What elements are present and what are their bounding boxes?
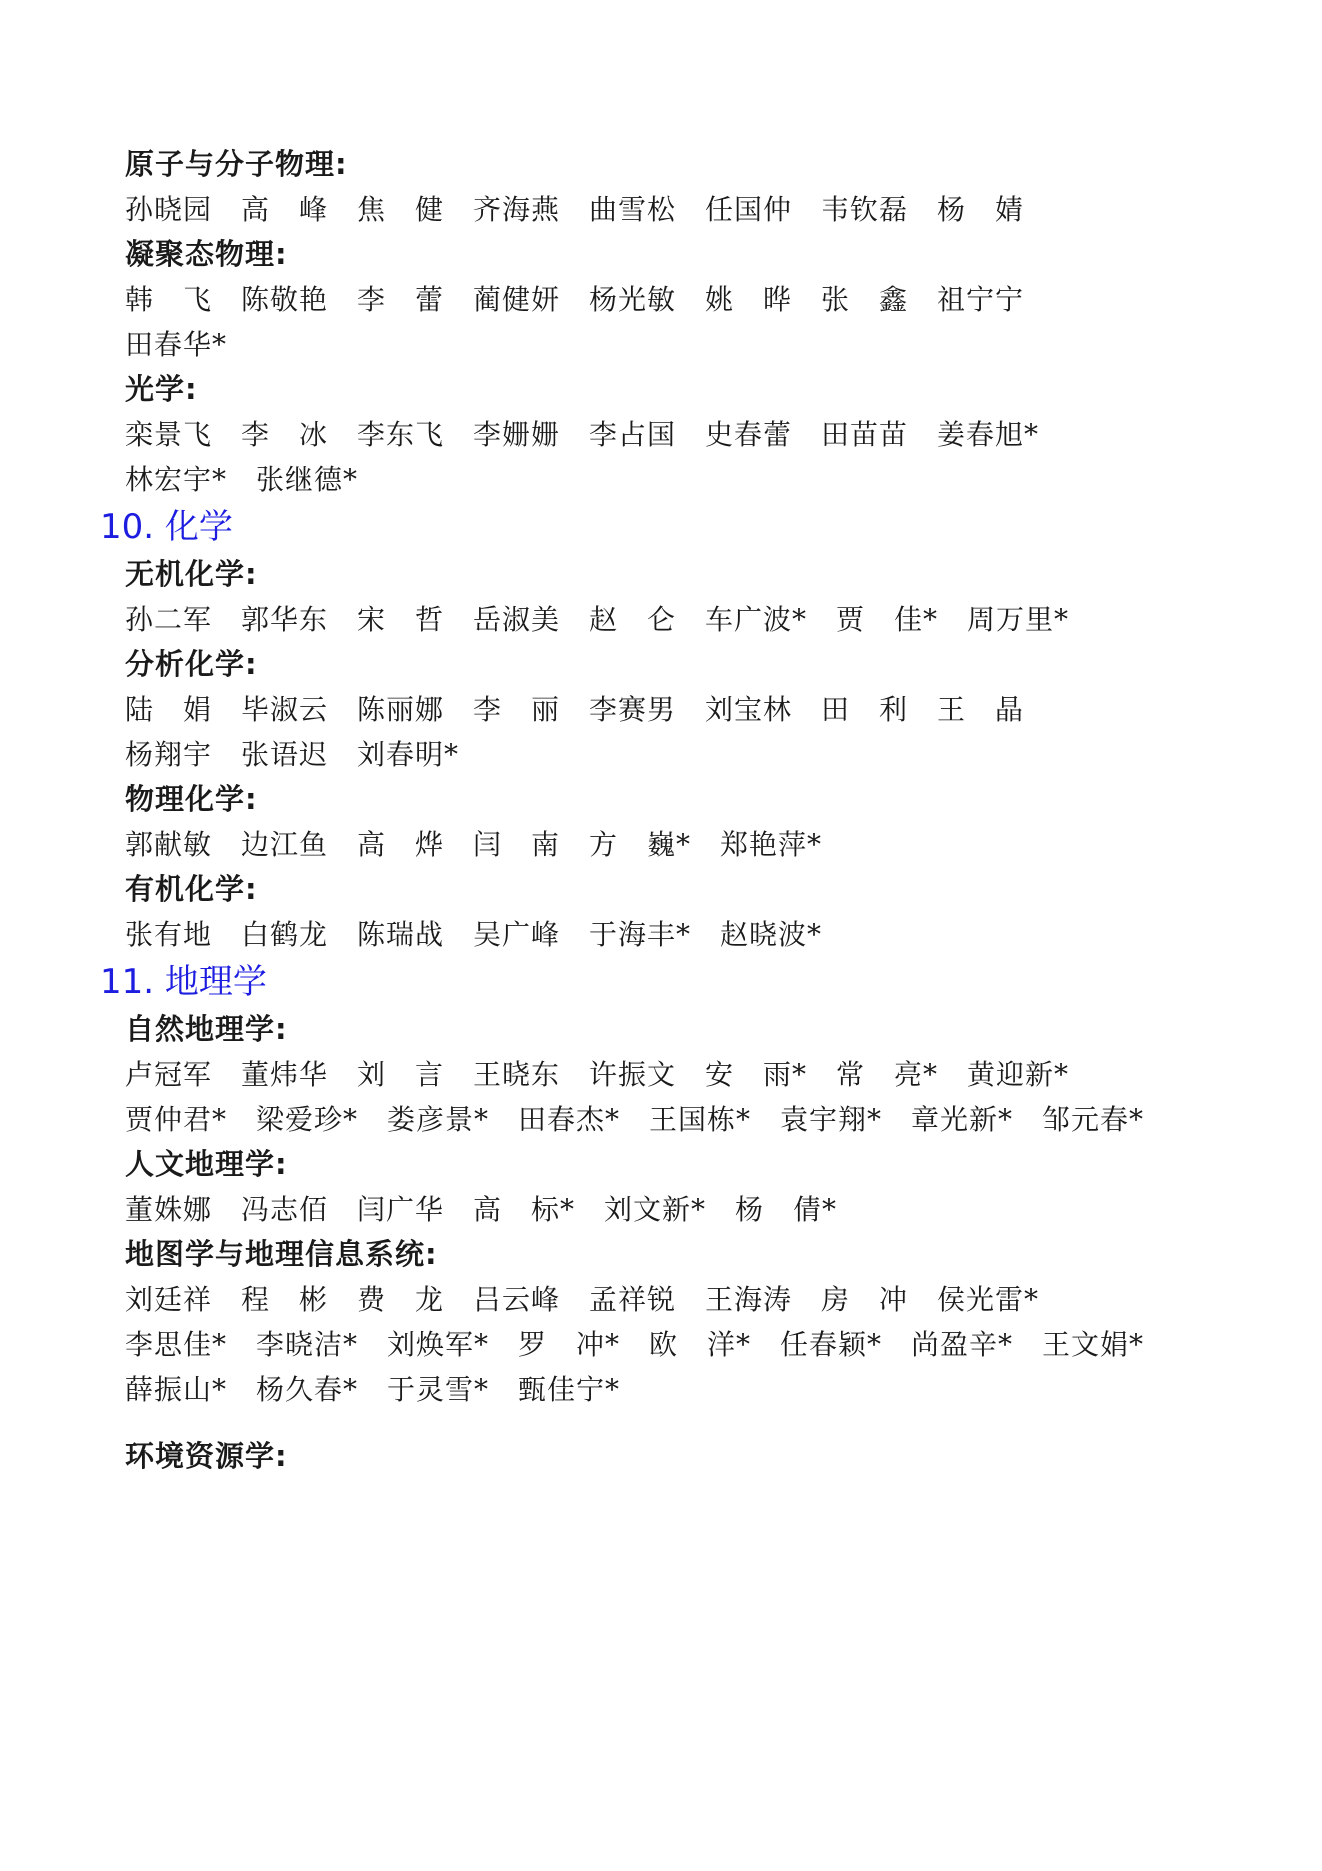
names-line: 刘廷祥 程 彬 费 龙 吕云峰 孟祥锐 王海涛 房 冲 侯光雷* (125, 1283, 1040, 1316)
names-line: 杨翔宇 张语迟 刘春明* (125, 738, 460, 771)
names-line: 田春华* (125, 328, 228, 361)
field-title: 光学: (125, 372, 198, 406)
field-group-environment-resources (125, 1434, 1212, 1479)
names-line: 孙晓园 高 峰 焦 健 齐海燕 曲雪松 任国仲 韦钦磊 杨 婧 (125, 193, 1025, 226)
names-line: 孙二军 郭华东 宋 哲 岳淑美 赵 仑 车广波* 贾 佳* 周万里* (125, 603, 1070, 636)
names-line: 郭献敏 边江鱼 高 烨 闫 南 方 巍* 郑艳萍* (125, 828, 823, 861)
field-title: 无机化学: (125, 557, 258, 591)
discipline-heading-geography: 11. 地理学 (100, 962, 267, 1002)
discipline-heading-chemistry: 10. 化学 (100, 507, 233, 547)
names-line: 贾仲君* 梁爱珍* 娄彦景* 田春杰* 王国栋* 袁宇翔* 章光新* 邹元春* (125, 1103, 1145, 1136)
field-group-analytical-chemistry (125, 642, 1212, 777)
field-group-physical-chemistry (125, 777, 1212, 867)
field-group-human-geography (125, 1142, 1212, 1232)
field-group-condensed-matter-physics (125, 232, 1212, 367)
names-line: 韩 飞 陈敬艳 李 蕾 蔺健妍 杨光敏 姚 晔 张 鑫 祖宁宁 (125, 283, 1025, 316)
names-line: 林宏宇* 张继德* (125, 463, 359, 496)
field-title: 自然地理学: (125, 1012, 288, 1046)
field-title: 原子与分子物理: (125, 147, 348, 181)
names-line: 栾景飞 李 冰 李东飞 李姗姗 李占国 史春蕾 田苗苗 姜春旭* (125, 418, 1040, 451)
field-group-atomic-molecular-physics (125, 142, 1212, 232)
names-line: 李思佳* 李晓洁* 刘焕军* 罗 冲* 欧 洋* 任春颖* 尚盈辛* 王文娟* (125, 1328, 1145, 1361)
field-group-physical-geography (125, 1007, 1212, 1142)
names-line: 薛振山* 杨久春* 于灵雪* 甄佳宁* (125, 1373, 621, 1406)
field-title: 凝聚态物理: (125, 237, 288, 271)
names-line: 董姝娜 冯志佰 闫广华 高 标* 刘文新* 杨 倩* (125, 1193, 838, 1226)
field-title: 环境资源学: (125, 1439, 288, 1473)
field-title: 地图学与地理信息系统: (125, 1237, 438, 1271)
field-title: 人文地理学: (125, 1147, 288, 1181)
field-group-organic-chemistry (125, 867, 1212, 957)
field-group-inorganic-chemistry (125, 552, 1212, 642)
names-line: 张有地 白鹤龙 陈瑞战 吴广峰 于海丰* 赵晓波* (125, 918, 823, 951)
names-line: 卢冠军 董炜华 刘 言 王晓东 许振文 安 雨* 常 亮* 黄迎新* (125, 1058, 1070, 1091)
field-group-cartography-gis (125, 1232, 1212, 1412)
field-group-optics (125, 367, 1212, 502)
field-title: 有机化学: (125, 872, 258, 906)
names-line: 陆 娟 毕淑云 陈丽娜 李 丽 李赛男 刘宝林 田 利 王 晶 (125, 693, 1025, 726)
field-title: 物理化学: (125, 782, 258, 816)
field-title: 分析化学: (125, 647, 258, 681)
